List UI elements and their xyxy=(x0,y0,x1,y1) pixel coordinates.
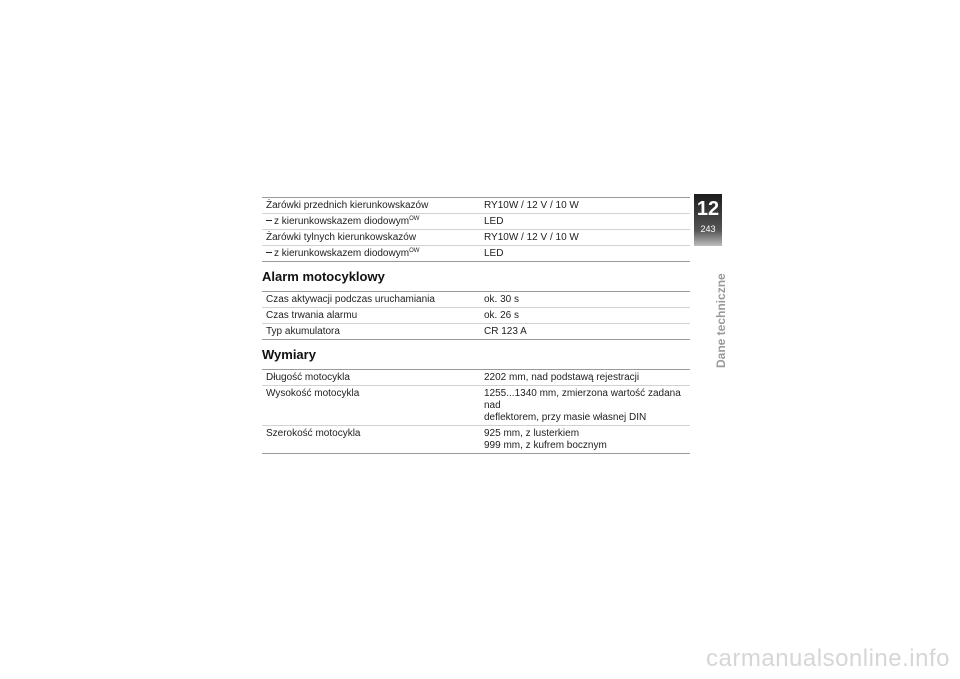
alarm-table xyxy=(262,291,690,340)
lights-table xyxy=(262,197,690,262)
dash-icon xyxy=(266,252,272,253)
spec-value: ok. 30 s xyxy=(484,294,520,305)
spec-label: Szerokość motocykla xyxy=(266,428,361,439)
table-row xyxy=(262,324,690,340)
table-row xyxy=(262,426,690,454)
spec-value xyxy=(476,426,690,454)
spec-value: LED xyxy=(484,248,504,259)
table-row xyxy=(262,230,690,246)
spec-value: LED xyxy=(484,216,504,227)
spec-label: Długość motocykla xyxy=(266,372,350,383)
table-row xyxy=(262,198,690,214)
spec-value-line: 1255...1340 mm, zmierzona wartość zadana nad xyxy=(484,388,681,411)
table-row xyxy=(262,214,690,230)
table-row xyxy=(262,370,690,386)
spec-label-text: z kierunkowskazem diodowym xyxy=(274,248,410,259)
spec-label: Typ akumulatora xyxy=(266,326,340,337)
spec-value: 2202 mm, nad podstawą rejestracji xyxy=(484,372,640,383)
dimensions-table xyxy=(262,369,690,454)
page-number: 243 xyxy=(700,224,716,234)
table-row xyxy=(262,386,690,426)
chapter-tab xyxy=(694,194,722,246)
spec-label: Żarówki przednich kierunkowskazów xyxy=(266,200,429,211)
spec-label: Żarówki tylnych kierunkowskazów xyxy=(266,232,417,243)
dash-icon xyxy=(266,220,272,221)
footnote-mark: OW xyxy=(409,216,420,222)
spec-value xyxy=(476,386,690,426)
spec-value: ok. 26 s xyxy=(484,310,520,321)
table-row xyxy=(262,308,690,324)
table-row xyxy=(262,292,690,308)
section-heading-dimensions: Wymiary xyxy=(262,347,316,362)
spec-value-line: 925 mm, z lusterkiem xyxy=(484,428,580,439)
spec-value-line: 999 mm, z kufrem bocznym xyxy=(484,440,607,451)
spec-value: CR 123 A xyxy=(484,326,527,337)
chapter-title: Dane techniczne xyxy=(714,273,728,368)
spec-label: Czas trwania alarmu xyxy=(266,310,358,321)
spec-label: Wysokość motocykla xyxy=(266,388,360,399)
spec-value: RY10W / 12 V / 10 W xyxy=(484,232,579,243)
chapter-number: 12 xyxy=(696,198,720,220)
spec-label xyxy=(262,214,476,230)
spec-label xyxy=(262,246,476,262)
spec-content xyxy=(262,197,690,454)
spec-value-line: deflektorem, przy masie własnej DIN xyxy=(484,412,647,423)
spec-label-text: z kierunkowskazem diodowym xyxy=(274,216,410,227)
spec-value: RY10W / 12 V / 10 W xyxy=(484,200,579,211)
section-heading-alarm: Alarm motocyklowy xyxy=(262,269,385,284)
spec-label: Czas aktywacji podczas uruchamiania xyxy=(266,294,435,305)
table-row xyxy=(262,246,690,262)
footnote-mark: OW xyxy=(409,248,420,254)
watermark: carmanualsonline.info xyxy=(706,645,950,672)
